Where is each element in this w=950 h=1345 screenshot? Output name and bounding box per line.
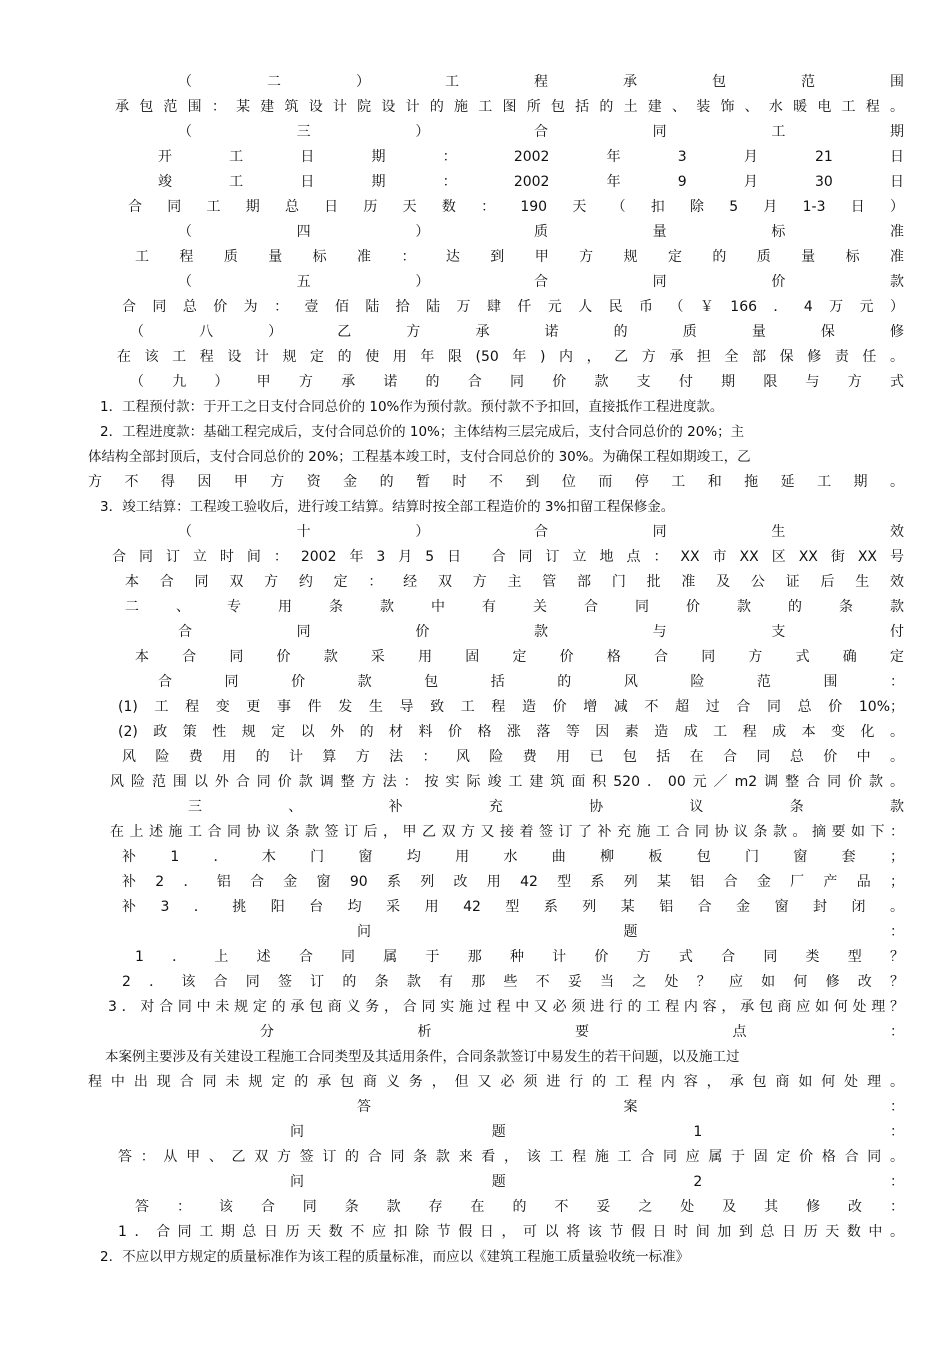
text-line: 风险范围以外合同价款调整方法：按实际竣工建筑面积520．00元／m2调整合同价款。 — [110, 774, 904, 790]
text-line: 工程质量标准：达到甲方规定的质量标准 — [135, 249, 904, 265]
text-line: 答：从甲、乙双方签订的合同条款来看，该工程施工合同应属于固定价格合同。 — [118, 1149, 904, 1165]
text-line: 合同订立时间：2002年3月5日 合同订立地点：XX市XX区XX街XX号 — [112, 549, 904, 565]
text-line: 本合同价款采用固定价格合同方式确定 — [135, 649, 904, 665]
text-line: 2．不应以甲方规定的质量标准作为该工程的质量标准，而应以《建筑工程施工质量验收统一标准》 — [100, 1249, 690, 1265]
text-line: 补2．铝合金窗90系列改用42型系列某铝合金厂产品； — [122, 874, 904, 890]
answer-heading: 问题2： — [290, 1174, 904, 1190]
text-line: 本案例主要涉及有关建设工程施工合同类型及其适用条件，合同条款签订中易发生的若干问题，以及施工过 — [105, 1049, 740, 1065]
section-heading-special-clauses: 二、专用条款中有关合同价款的条款 — [125, 599, 904, 615]
section-heading-answers: 答案： — [357, 1099, 904, 1115]
text-line: 本合同双方约定：经双方主管部门批准及公证后生效 — [125, 574, 904, 590]
text-line: 合同价款包括的风险范围： — [158, 674, 904, 690]
question-item: 1．上述合同属于那种计价方式合同类型？ — [135, 949, 904, 965]
text-line: 答：该合同条款存在的不妥之处及其修改： — [135, 1199, 904, 1215]
answer-heading: 问题1： — [290, 1124, 904, 1140]
text-line: 补3．挑阳台均采用42型系列某铝合金窗封闭。 — [122, 899, 904, 915]
section-heading-effect: （十）合同生效 — [178, 524, 904, 540]
text-line: 风险费用的计算方法：风险费用已包括在合同总价中。 — [122, 749, 904, 765]
text-line: 2．工程进度款：基础工程完成后，支付合同总价的 10%；主体结构三层完成后，支付合同总价的 20%；主 — [100, 424, 745, 440]
section-heading-scope: （二）工程承包范围 — [178, 74, 904, 90]
section-heading-quality: （四）质量标准 — [178, 224, 904, 240]
question-item: 3．对合同中未规定的承包商义务，合同实施过程中又必须进行的工程内容，承包商应如何处理？ — [108, 999, 904, 1015]
text-line: 补1．木门窗均用水曲柳板包门窗套； — [122, 849, 904, 865]
section-heading-price: （五）合同价款 — [178, 274, 904, 290]
subheading: 合同价款与支付 — [178, 624, 904, 640]
text-line: 1．工程预付款：于开工之日支付合同总价的 10%作为预付款。预付款不予扣回，直接抵作工程进度款。 — [100, 399, 724, 415]
section-heading-payment: （九）甲方承诺的合同价款支付期限与方式 — [130, 374, 904, 390]
text-line: (2)政策性规定以外的材料价格涨落等因素造成工程成本变化。 — [118, 724, 904, 740]
section-heading-analysis: 分析要点： — [260, 1024, 904, 1040]
text-line: 3．竣工结算：工程竣工验收后，进行竣工结算。结算时按全部工程造价的 3%扣留工程保修金。 — [100, 499, 675, 515]
text-line: (1)工程变更事件发生导致工程造价增减不超过合同总价10%； — [118, 699, 904, 715]
section-heading-questions: 问题： — [357, 924, 904, 940]
section-heading-warranty: （八）乙方承诺的质量保修 — [130, 324, 904, 340]
text-line: 在上述施工合同协议条款签订后，甲乙双方又接着签订了补充施工合同协议条款。摘要如下： — [110, 824, 904, 840]
text-line: 开工日期：2002年3月21日 — [158, 149, 904, 165]
section-heading-supplement: 三、补充协议条款 — [188, 799, 904, 815]
text-line: 体结构全部封顶后，支付合同总价的 20%；工程基本竣工时，支付合同总价的 30%。为确保工程如期竣工，乙 — [88, 449, 751, 465]
text-line: 竣工日期：2002年9月30日 — [158, 174, 904, 190]
text-line: 合同工期总日历天数：190天（扣除5月1-3日） — [128, 199, 904, 215]
text-line: 在该工程设计规定的使用年限(50年)内，乙方承担全部保修责任。 — [117, 349, 904, 365]
text-line: 方不得因甲方资金的暂时不到位而停工和拖延工期。 — [88, 474, 904, 490]
text-line: 程中出现合同未规定的承包商义务，但又必须进行的工程内容，承包商如何处理。 — [88, 1074, 904, 1090]
text-line: 承包范围：某建筑设计院设计的施工图所包括的土建、装饰、水暖电工程。 — [115, 99, 904, 115]
question-item: 2．该合同签订的条款有那些不妥当之处？应如何修改？ — [122, 974, 904, 990]
text-line: 1．合同工期总日历天数不应扣除节假日，可以将该节假日时间加到总日历天数中。 — [118, 1224, 904, 1240]
section-heading-duration: （三）合同工期 — [178, 124, 904, 140]
text-line: 合同总价为：壹佰陆拾陆万肆仟元人民币（￥166．4万元） — [122, 299, 904, 315]
